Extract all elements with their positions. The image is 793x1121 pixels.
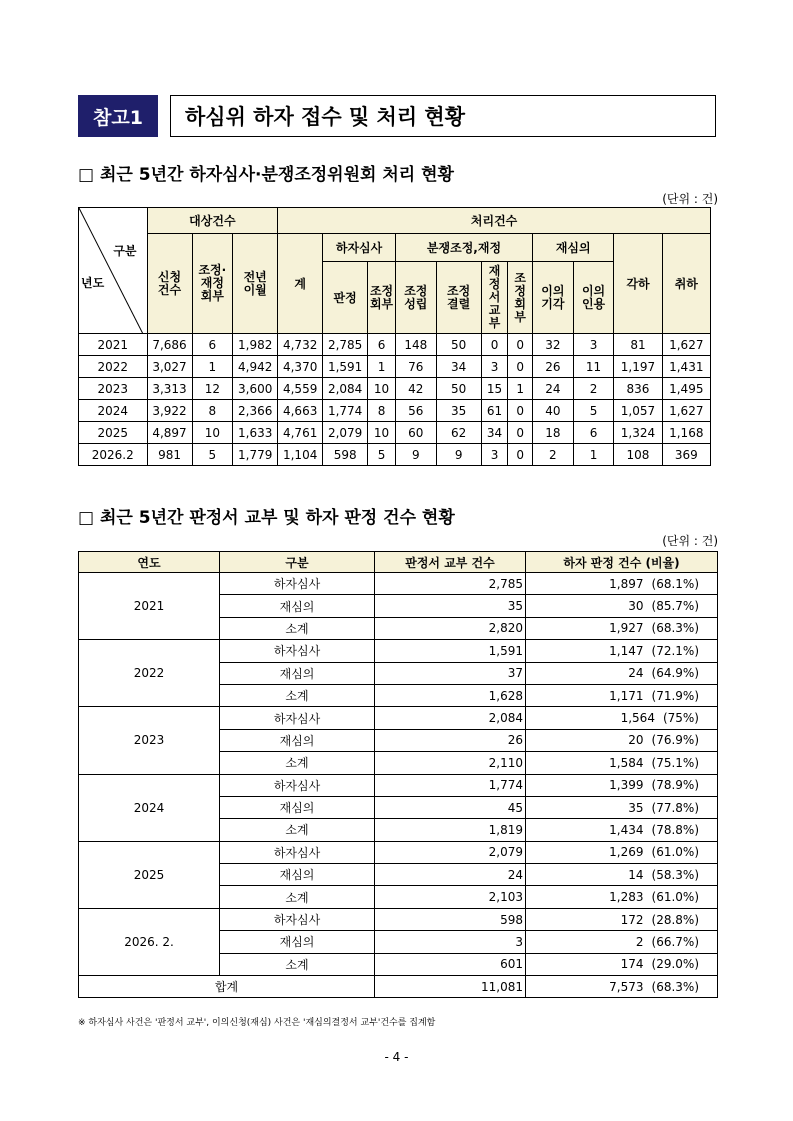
table-cell: 34 [481,422,508,444]
table-cell: 10 [192,422,233,444]
defect-ratio: (75.1%) [651,755,699,770]
table-row [79,378,711,400]
table-cell: 6 [192,334,233,356]
issued-count-cell: 598 [375,908,526,930]
corner-header [79,208,148,334]
table-cell: 1 [368,356,396,378]
table-cell: 1,627 [662,400,710,422]
table-cell: 836 [614,378,662,400]
defect-ratio: (29.0%) [651,957,699,972]
table-cell: 0 [508,334,533,356]
issued-count-cell: 1,591 [375,640,526,662]
table-cell: 4,942 [233,356,278,378]
title-row [78,95,718,137]
defect-ratio: (72.1%) [651,643,699,658]
defect-count-cell [526,886,718,908]
category-cell: 재심의 [220,931,375,953]
table-cell: 62 [436,422,481,444]
table-cell: 56 [395,400,436,422]
total-defect-cell [526,976,718,998]
table-cell: 1,168 [662,422,710,444]
table-row [79,774,718,796]
defect-count-cell [526,662,718,684]
total-issued: 11,081 [375,976,526,998]
year-cell: 2026. 2. [79,908,220,975]
issued-count-cell: 1,819 [375,819,526,841]
corner-label-year: 년도 [81,276,105,290]
col-med-fail: 조정 결렬 [436,262,481,334]
table-cell: 4,663 [278,400,323,422]
table-row [79,707,718,729]
defect-count-cell [526,841,718,863]
table-row [79,444,711,466]
table-cell: 1,591 [323,356,368,378]
defect-count: 1,269 [609,845,644,860]
issued-count-cell: 2,110 [375,752,526,774]
defect-count-cell [526,931,718,953]
table-cell: 10 [368,378,396,400]
total-ratio: (68.3%) [651,979,699,994]
table-row [79,573,718,595]
defect-count: 14 [628,867,644,882]
row-year-cell: 2022 [79,356,148,378]
table-cell: 1,495 [662,378,710,400]
defect-count: 174 [620,957,644,972]
table-cell: 5 [368,444,396,466]
defect-ratio: (78.9%) [651,778,699,793]
col-objection-reject: 이의 기각 [533,262,574,334]
table-cell: 3 [481,444,508,466]
issued-count-cell: 2,084 [375,707,526,729]
table-row [79,908,718,930]
group-received-header: 대상건수 [147,208,278,234]
table-cell: 3,027 [147,356,192,378]
defect-count-cell [526,684,718,706]
category-cell: 소계 [220,819,375,841]
corner-label-category: 구분 [113,244,137,258]
col-review-refer: 조정 회부 [368,262,396,334]
defect-ratio: (66.7%) [651,934,699,949]
defect-count: 1,434 [609,822,644,837]
total-defect: 7,573 [609,979,644,994]
table-cell: 1,627 [662,334,710,356]
table-cell: 1,779 [233,444,278,466]
table-cell: 108 [614,444,662,466]
table-cell: 7,686 [147,334,192,356]
table-cell: 1,324 [614,422,662,444]
defect-count-cell [526,640,718,662]
category-cell: 하자심사 [220,573,375,595]
row-year-cell: 2023 [79,378,148,400]
category-cell: 소계 [220,617,375,639]
defect-count-cell [526,864,718,886]
issued-count-cell: 26 [375,729,526,751]
reference-badge: 참고1 [78,95,158,137]
table-cell: 1,774 [323,400,368,422]
defect-count-cell [526,953,718,975]
table-cell: 2 [573,378,614,400]
category-cell: 하자심사 [220,908,375,930]
col-apply: 신청 건수 [147,234,192,334]
table-cell: 2,084 [323,378,368,400]
row-year-cell: 2026.2 [79,444,148,466]
issued-count-cell: 3 [375,931,526,953]
table-cell: 4,370 [278,356,323,378]
table-cell: 60 [395,422,436,444]
year-cell: 2023 [79,707,220,774]
section1-unit: (단위 : 건) [662,192,718,206]
table-cell: 3,313 [147,378,192,400]
section1-heading: □ 최근 5년간 하자심사·분쟁조정위원회 처리 현황 [78,165,454,185]
col-adjust: 조정· 재정 회부 [192,234,233,334]
table-cell: 5 [573,400,614,422]
page-title: 하심위 하자 접수 및 처리 현황 [170,95,716,137]
table-row [79,422,711,444]
table-cell: 32 [533,334,574,356]
table-cell: 26 [533,356,574,378]
year-cell: 2021 [79,573,220,640]
table-cell: 2 [533,444,574,466]
issued-count-cell: 1,628 [375,684,526,706]
defect-ratio: (61.0%) [651,845,699,860]
total-label: 합계 [79,976,375,998]
table-cell: 598 [323,444,368,466]
defect-count: 30 [628,599,644,614]
col-med-refer: 조 정 회 부 [508,262,533,334]
processing-status-table [78,207,711,466]
defect-count: 1,584 [609,755,644,770]
processing-status-body [79,334,711,466]
year-cell: 2022 [79,640,220,707]
table-cell: 15 [481,378,508,400]
category-cell: 재심의 [220,595,375,617]
category-cell: 소계 [220,752,375,774]
table-cell: 2,785 [323,334,368,356]
table-cell: 2,079 [323,422,368,444]
table-cell: 1,104 [278,444,323,466]
defect-ratio: (77.8%) [651,800,699,815]
table-cell: 3,922 [147,400,192,422]
table-cell: 0 [508,400,533,422]
table-cell: 0 [481,334,508,356]
table-cell: 1 [508,378,533,400]
defect-ratio: (71.9%) [651,688,699,703]
header-defect: 하자 판정 건수 (비율) [526,552,718,573]
table-cell: 1 [192,356,233,378]
section2-heading: □ 최근 5년간 판정서 교부 및 하자 판정 건수 현황 [78,508,455,528]
table-cell: 3,600 [233,378,278,400]
header-issued: 판정서 교부 건수 [375,552,526,573]
table-cell: 1,197 [614,356,662,378]
table-row [79,400,711,422]
table-cell: 1,633 [233,422,278,444]
table-cell: 81 [614,334,662,356]
defect-count: 2 [635,934,644,949]
defect-count: 35 [628,800,644,815]
category-cell: 재심의 [220,662,375,684]
table-cell: 6 [368,334,396,356]
defect-ratio: (68.1%) [651,576,699,591]
col-objection-accept: 이의 인용 [573,262,614,334]
table-cell: 4,897 [147,422,192,444]
category-cell: 하자심사 [220,707,375,729]
diagonal-line [79,208,143,334]
sub-mediation-header: 분쟁조정,재정 [395,234,532,262]
defect-count-cell [526,908,718,930]
issued-count-cell: 2,103 [375,886,526,908]
row-year-cell: 2024 [79,400,148,422]
defect-count: 24 [628,666,644,681]
issued-count-cell: 37 [375,662,526,684]
sub-review-header: 하자심사 [323,234,396,262]
defect-count-cell [526,752,718,774]
issued-count-cell: 2,079 [375,841,526,863]
issued-count-cell: 601 [375,953,526,975]
table-cell: 12 [192,378,233,400]
defect-count: 1,564 [620,711,655,726]
defect-ratio: (85.7%) [651,599,699,614]
issued-count-cell: 35 [375,595,526,617]
table-cell: 1,982 [233,334,278,356]
table-cell: 40 [533,400,574,422]
table-cell: 3 [573,334,614,356]
col-dismiss: 각하 [614,234,662,334]
table-cell: 76 [395,356,436,378]
table-cell: 4,761 [278,422,323,444]
row-year-cell: 2025 [79,422,148,444]
table-cell: 11 [573,356,614,378]
defect-count-cell [526,595,718,617]
table-cell: 3 [481,356,508,378]
footnote: ※ 하자심사 사건은 '판정서 교부', 이의신청(재심) 사건은 '재심의결정서 교부'건수를 집계함 [78,1018,436,1028]
header-category: 구분 [220,552,375,573]
row-year-cell: 2021 [79,334,148,356]
table-cell: 1 [573,444,614,466]
table-row [79,334,711,356]
table-row [79,640,718,662]
table-cell: 61 [481,400,508,422]
table-cell: 1,057 [614,400,662,422]
defect-count-cell [526,819,718,841]
table-cell: 0 [508,356,533,378]
issued-count-cell: 45 [375,796,526,818]
table-cell: 9 [395,444,436,466]
category-cell: 재심의 [220,796,375,818]
defect-ratio: (58.3%) [651,867,699,882]
defect-count: 172 [620,912,644,927]
category-cell: 하자심사 [220,640,375,662]
table-cell: 4,732 [278,334,323,356]
category-cell: 소계 [220,684,375,706]
category-cell: 소계 [220,953,375,975]
category-cell: 소계 [220,886,375,908]
table-row [79,841,718,863]
col-arbitration: 재 정 서 교 부 [481,262,508,334]
defect-count: 1,399 [609,778,644,793]
table-cell: 50 [436,334,481,356]
table-cell: 981 [147,444,192,466]
table-cell: 35 [436,400,481,422]
defect-count: 1,897 [609,576,644,591]
table-cell: 8 [368,400,396,422]
defect-count-cell [526,729,718,751]
table-cell: 34 [436,356,481,378]
defect-count: 1,171 [609,688,644,703]
col-prev: 전년 이월 [233,234,278,334]
year-cell: 2024 [79,774,220,841]
table-cell: 42 [395,378,436,400]
issued-count-cell: 2,820 [375,617,526,639]
defect-ratio: (64.9%) [651,666,699,681]
table-cell: 50 [436,378,481,400]
judgment-issuance-body [79,573,718,998]
header-year: 연도 [79,552,220,573]
table-cell: 5 [192,444,233,466]
sub-retrial-header: 재심의 [533,234,614,262]
defect-ratio: (76.9%) [651,733,699,748]
page-number: - 4 - [384,1050,409,1064]
col-withdraw: 취하 [662,234,710,334]
issued-count-cell: 24 [375,864,526,886]
defect-count-cell [526,796,718,818]
defect-ratio: (75%) [662,711,699,726]
category-cell: 재심의 [220,864,375,886]
table-cell: 0 [508,422,533,444]
defect-count: 1,927 [609,621,644,636]
defect-count: 1,283 [609,890,644,905]
defect-ratio: (61.0%) [651,890,699,905]
table-cell: 9 [436,444,481,466]
issued-count-cell: 2,785 [375,573,526,595]
defect-count-cell [526,573,718,595]
category-cell: 재심의 [220,729,375,751]
issued-count-cell: 1,774 [375,774,526,796]
table-cell: 8 [192,400,233,422]
table-cell: 0 [508,444,533,466]
category-cell: 하자심사 [220,774,375,796]
table-cell: 24 [533,378,574,400]
table-cell: 18 [533,422,574,444]
table-cell: 6 [573,422,614,444]
table-cell: 369 [662,444,710,466]
table-cell: 1,431 [662,356,710,378]
defect-count-cell [526,774,718,796]
defect-ratio: (78.8%) [651,822,699,837]
group-processed-header: 처리건수 [278,208,711,234]
defect-count-cell [526,617,718,639]
table-cell: 148 [395,334,436,356]
total-row [79,976,718,998]
defect-count: 1,147 [609,643,644,658]
defect-ratio: (28.8%) [651,912,699,927]
table-row [79,356,711,378]
judgment-issuance-table [78,551,718,998]
table-cell: 4,559 [278,378,323,400]
col-total: 계 [278,234,323,334]
category-cell: 하자심사 [220,841,375,863]
defect-count: 20 [628,733,644,748]
section2-unit: (단위 : 건) [662,534,718,548]
col-med-success: 조정 성립 [395,262,436,334]
defect-count-cell [526,707,718,729]
table-cell: 10 [368,422,396,444]
table-cell: 2,366 [233,400,278,422]
col-judgment: 판정 [323,262,368,334]
year-cell: 2025 [79,841,220,908]
defect-ratio: (68.3%) [651,621,699,636]
